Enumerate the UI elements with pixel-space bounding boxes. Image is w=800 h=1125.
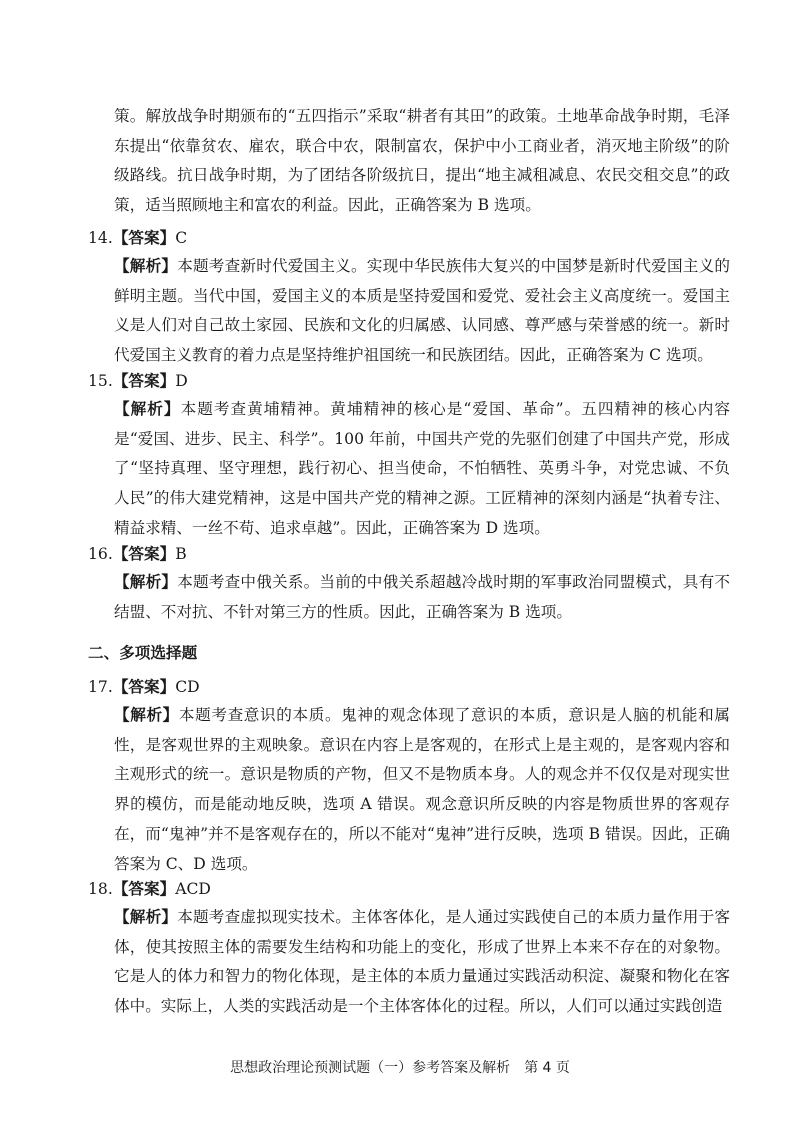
answer-value: D <box>175 372 188 390</box>
analysis-16 <box>114 567 730 627</box>
analysis-text: 本题考查黄埔精神。黄埔精神的核心是“爱国、革命”。五四精神的核心内容是“爱国、进步、民主、科学”。100 年前，中国共产党的先驱们创建了中国共产党，形成了“坚持真理、坚守理想，践行初心、担当使命，不怕牺牲、英勇斗争，对党忠诚、不负人民”的伟大建党精神，这是中国共产党的精神之源。工匠精神的深刻内涵是“执着专注、精益求精、一丝不苟、追求卓越”。因此，正确答案为 D 选项。 <box>114 400 730 537</box>
analysis-label: 【解析】 <box>114 572 178 591</box>
answer-line-18 <box>88 877 211 901</box>
analysis-label: 【解析】 <box>114 399 181 418</box>
analysis-text: 本题考查新时代爱国主义。实现中华民族伟大复兴的中国梦是新时代爱国主义的鲜明主题。当代中国，爱国主义的本质是坚持爱国和爱党、爱社会主义高度统一。爱国主义是人们对自己故土家园、民族和文化的归属感、认同感、尊严感与荣誉感的统一。新时代爱国主义教育的着力点是坚持维护祖国统一和民族团结。因此，正确答案为 C 选项。 <box>114 257 730 365</box>
analysis-text: 本题考查虚拟现实技术。主体客体化，是人通过实践使自己的本质力量作用于客体，使其按照主体的需要发生结构和功能上的变化，形成了世界上本来不存在的对象物。它是人的体力和智力的物化体现，是主体的本质力量通过实践活动积淀、凝聚和物化在客体中。实际上，人类的实践活动是一个主体客体化的过程。所以，人们可以通过实践创造 <box>114 908 730 1016</box>
answer-line-17 <box>88 675 200 699</box>
question-number: 16. <box>88 545 113 563</box>
analysis-14 <box>114 251 730 371</box>
answer-label: 【答案】 <box>112 228 176 247</box>
answer-label: 【答案】 <box>112 879 176 898</box>
analysis-label: 【解析】 <box>114 907 178 926</box>
question-number: 18. <box>88 880 113 898</box>
answer-label: 【答案】 <box>112 677 176 696</box>
analysis-label: 【解析】 <box>114 705 179 724</box>
answer-label: 【答案】 <box>112 544 176 563</box>
question-number: 15. <box>88 372 113 390</box>
answer-value: C <box>175 229 188 247</box>
intro-paragraph: 策。解放战争时期颁布的“五四指示”采取“耕者有其田”的政策。土地革命战争时期，毛泽东提出“依靠贫农、雇农，联合中农，限制富农，保护中小工商业者，消灭地主阶级”的阶级路线。抗日战争时期，为了团结各阶级抗日，提出“地主减租减息、农民交租交息”的政策，适当照顾地主和富农的利益。因此，正确答案为 B 选项。 <box>114 107 730 215</box>
page-footer: 思想政治理论预测试题（一）参考答案及解析 第 4 页 <box>230 1060 570 1076</box>
answer-value: B <box>175 545 187 563</box>
answer-line-14 <box>88 226 187 250</box>
answer-line-15 <box>88 369 188 393</box>
analysis-label: 【解析】 <box>114 256 178 275</box>
analysis-17 <box>114 700 730 879</box>
analysis-18 <box>114 902 730 1022</box>
analysis-text: 本题考查中俄关系。当前的中俄关系超越冷战时期的军事政治同盟模式，具有不结盟、不对抗、不针对第三方的性质。因此，正确答案为 B 选项。 <box>114 573 730 621</box>
answer-value: CD <box>175 678 200 696</box>
answer-label: 【答案】 <box>112 371 176 390</box>
question-number: 14. <box>88 229 113 247</box>
answer-value: ACD <box>175 880 211 898</box>
section-heading: 二、多项选择题 <box>88 644 198 662</box>
question-number: 17. <box>88 678 113 696</box>
answer-line-16 <box>88 542 187 566</box>
analysis-text: 本题考查意识的本质。鬼神的观念体现了意识的本质，意识是人脑的机能和属性，是客观世界的主观映象。意识在内容上是客观的，在形式上是主观的，是客观内容和主观形式的统一。意识是物质的产物，但又不是物质本身。人的观念并不仅仅是对现实世界的模仿，而是能动地反映，选项 A 错误。观念意识所反映的内容是物质世界的客观存在，而“鬼神”并不是客观存在的，所以不能对“鬼神”进行反映，选项 B 错误。因此，正确答案为 C、D 选项。 <box>114 706 730 873</box>
analysis-15 <box>114 394 730 544</box>
